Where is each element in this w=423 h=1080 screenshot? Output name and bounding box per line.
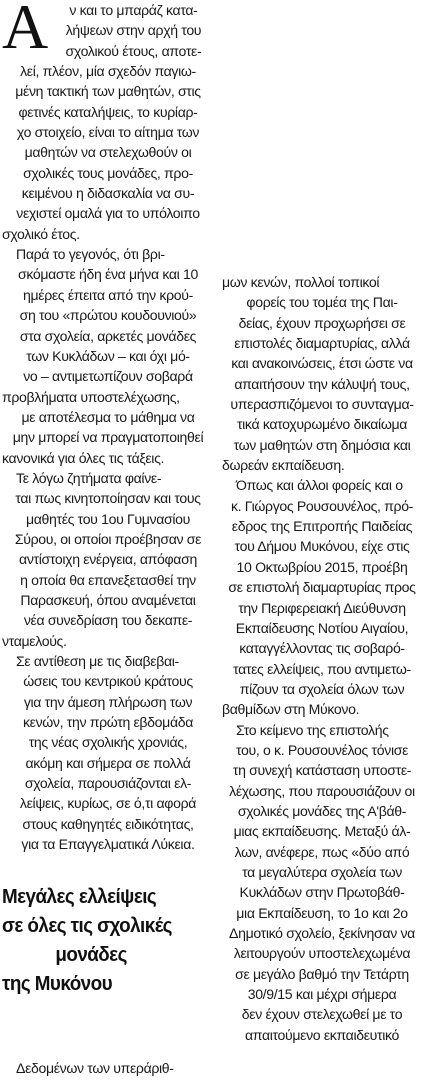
text-line: φετινές καταλήψεις, το κυρίαρ- xyxy=(18,103,198,120)
text-line: τη συνεχή κατάσταση υποστε- xyxy=(232,762,412,779)
text-line: μαθητών να στελεχωθούν οι xyxy=(24,144,192,161)
text-line: σχολικού έτους, αποτε- xyxy=(65,42,202,59)
subheading-line: μονάδες xyxy=(55,943,127,966)
text-line: στα σχολεία, αρκετές μονάδες xyxy=(19,327,197,344)
text-line: και ανακοινώσεις, έτσι ώστε να xyxy=(231,355,413,372)
text-line: την Περιφερειακή Διεύθυνση xyxy=(238,599,406,616)
text-line: Παρά το γεγονός, ότι βρι- xyxy=(16,246,165,263)
text-line: με αποτέλεσμα το μάθημα να xyxy=(21,408,195,425)
text-line: νο – αντιμετωπίζουν σοβαρά xyxy=(23,368,193,385)
text-line: Δεδομένων των υπεράριθ- xyxy=(16,1060,174,1076)
text-line: Σύρου, οι οποίοι προέβησαν σε xyxy=(14,530,202,547)
text-line: για την άμεση πλήρωση των xyxy=(23,693,193,710)
text-line: λέχωσης, που παρουσιάζουν οι xyxy=(229,782,415,799)
text-line: ση του «πρώτου κουδουνιού» xyxy=(19,307,197,324)
text-line: για τα Επαγγελματικά Λύκεια. xyxy=(21,836,195,853)
text-line: νταμελούς. xyxy=(2,632,67,649)
text-line: Όπως και άλλοι φορείς και ο xyxy=(236,477,403,494)
text-line: νεχιστεί ομαλά για το υπόλοιπο xyxy=(16,205,200,222)
text-line: μων κενών, πολλοί τοπικοί xyxy=(222,274,380,290)
drop-cap: Α xyxy=(2,0,48,62)
text-line: κ. Γιώργος Ρουσουνέλος, πρό- xyxy=(230,497,414,514)
text-line: μένη τακτική των μαθητών, στις xyxy=(15,83,201,100)
lead-paragraph xyxy=(2,0,214,61)
text-line: χο στοιχείο, είναι το αίτημα των xyxy=(16,124,200,141)
text-line: σκόμαστε ήδη ένα μήνα και 10 xyxy=(18,266,198,283)
text-line: ν και το μπαράζ κατα- xyxy=(69,2,198,18)
text-line: Παρασκευή, όπου αναμένεται xyxy=(20,591,196,608)
text-line: σχολικό έτος. xyxy=(2,225,80,242)
text-line: ακόμη και σήμερα σε πολλά xyxy=(25,754,191,771)
right-column xyxy=(222,272,422,1045)
subheading-line: σε όλες τις σχολικές xyxy=(2,914,172,937)
text-line: λων, ανέφερε, πως «δύο από xyxy=(234,843,410,860)
text-line: μιας εκπαίδευσης. Μεταξύ άλ- xyxy=(233,823,411,840)
subheading-line: της Μυκόνου xyxy=(2,972,113,995)
text-line: μην μπορεί να πραγματοποιηθεί xyxy=(12,429,204,446)
text-line: φορείς του τομέα της Παι- xyxy=(246,294,398,311)
text-line: λήψεων στην αρχή του xyxy=(65,22,202,39)
text-line: νέα συνεδρίαση του δεκαπε- xyxy=(23,612,193,629)
text-line: ται πως κινητοποίησαν και τους xyxy=(15,490,201,507)
text-line: του, ο κ. Ρουσουνέλος τόνισε xyxy=(235,741,409,758)
text-line: ώσεις του κεντρικού κράτους xyxy=(23,673,193,690)
paragraph-continuation xyxy=(2,61,214,244)
text-line: τικά κατοχυρωμένο δικαίωμα xyxy=(236,416,408,433)
paragraph xyxy=(222,475,422,719)
paragraph xyxy=(2,1058,214,1078)
text-line: 10 Οκτωβρίου 2015, προέβη xyxy=(236,558,408,575)
text-line: καταγγέλλοντας τις σοβαρό- xyxy=(239,640,405,657)
text-line: Σε αντίθεση με τις διαβεβαι- xyxy=(16,653,179,669)
left-column xyxy=(2,0,214,854)
text-line: του Δήμου Μυκόνου, είχε στις xyxy=(234,538,410,555)
text-line: ημέρες έπειτα από την κρού- xyxy=(23,286,193,303)
text-line: απαιτήσουν την κάλυψή τους, xyxy=(234,375,410,392)
text-line: προβλήματα υποστελέχωσης, xyxy=(2,388,180,405)
text-line: σε επιστολή διαμαρτυρίας προς xyxy=(228,579,416,596)
text-line: πίζουν τα σχολεία όλων των xyxy=(239,680,405,697)
paragraph xyxy=(222,720,422,1046)
text-line: λειτουργούν υποστελεχωμένα xyxy=(233,945,411,962)
text-line: σε μεγάλο βαθμό την Τετάρτη xyxy=(235,965,409,982)
text-line: δωρεάν εκπαίδευση. xyxy=(222,457,345,474)
text-line: Τε λόγω ζητήματα φαίνε- xyxy=(16,469,162,486)
paragraph xyxy=(2,244,214,468)
text-line: κενών, την πρώτη εβδομάδα xyxy=(22,714,194,731)
text-line: των Κυκλάδων – και όχι μό- xyxy=(26,347,190,364)
text-line: σχολικές μονάδες της Α'βάθ- xyxy=(237,802,407,819)
text-line: Δημοτικό σχολείο, ξεκίνησαν να xyxy=(229,925,415,941)
text-line: εδρος της Επιτροπής Παιδείας xyxy=(231,518,413,535)
text-line: τα μεγαλύτερα σχολεία των xyxy=(242,863,402,880)
paragraph xyxy=(222,272,422,475)
text-line: Εκπαίδευσης Νοτίου Αιγαίου, xyxy=(235,619,409,636)
text-line: 30/9/15 και μέχρι σήμερα xyxy=(247,986,397,1003)
text-line: κειμένου η διδασκαλία να συ- xyxy=(21,185,195,202)
text-line: σχολεία, παρουσιάζονται ελ- xyxy=(24,775,192,792)
text-line: σχολικές τους μονάδες, προ- xyxy=(23,164,193,181)
text-line: λεί, πλέον, μία σχεδόν παγιω- xyxy=(20,63,196,80)
text-line: Στο κείμενο της επιστολής xyxy=(236,721,389,738)
text-line: μια Εκπαίδευση, το 1ο και 2ο xyxy=(236,904,408,921)
text-line: μαθητές του 1ου Γυμνασίου xyxy=(25,510,191,527)
text-line: δεν έχουν στελεχωθεί με το xyxy=(241,1006,403,1023)
text-line: λείψεις, κυρίως, σε ό,τι αφορά xyxy=(19,795,197,812)
text-line: κανονικά για όλες τις τάξεις. xyxy=(2,449,165,466)
text-line: των μαθητών στη δημόσια και xyxy=(233,436,411,453)
text-line: δείας, έχουν προχωρήσει σε xyxy=(238,314,406,331)
text-line: αντίστοιχη ενέργεια, απόφαση xyxy=(19,551,197,568)
text-line: τατες ελλείψεις, που αντιμετω- xyxy=(233,660,411,677)
section-subheading xyxy=(2,882,222,998)
subheading-line: Μεγάλες ελλείψεις xyxy=(2,885,157,908)
text-line: της νέας σχολικής χρονιάς, xyxy=(28,734,188,751)
text-line: υπερασπιζόμενοι το συνταγμα- xyxy=(230,396,414,413)
text-line: Κυκλάδων στην Πρωτοβάθ- xyxy=(239,884,405,901)
paragraph xyxy=(2,468,214,651)
text-line: βαθμίδων στη Μύκονο. xyxy=(222,701,360,718)
text-line: επιστολές διαμαρτυρίας, αλλά xyxy=(234,335,410,352)
text-line: απαιτούμενο εκπαιδευτικό xyxy=(244,1026,400,1043)
text-line: η οποία θα επανεξετασθεί την xyxy=(20,571,196,588)
text-line: στους καθηγητές ειδικότητας, xyxy=(22,815,194,832)
paragraph xyxy=(2,651,214,854)
